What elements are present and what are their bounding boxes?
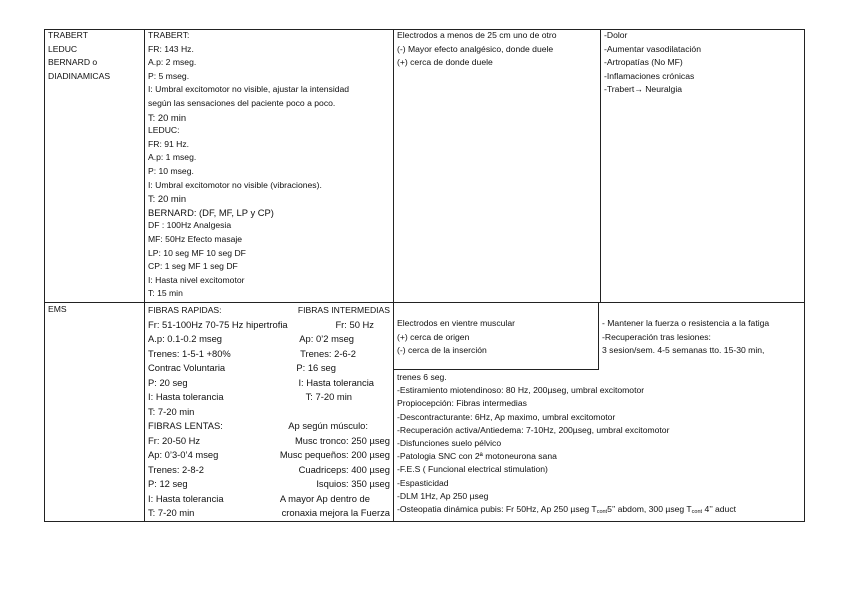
param-line: P: 10 mseg. bbox=[148, 165, 194, 176]
technique-name: EMS bbox=[48, 304, 67, 314]
param-line: T: 7-20 min bbox=[148, 507, 195, 518]
param-line: Ap: 0’3-0’4 mseg bbox=[148, 449, 219, 460]
row1-indications bbox=[604, 29, 701, 97]
param-line: Musc pequeños: 200 µseg bbox=[279, 449, 390, 460]
param-line: T: 7-20 min bbox=[305, 391, 352, 402]
electrode-line: Electrodos en vientre muscular bbox=[397, 318, 515, 328]
param-line: A.p: 0.1-0.2 mseg bbox=[148, 333, 222, 344]
indication-line: 3 sesion/sem. 4-5 semanas tto. 15-30 min, bbox=[602, 345, 765, 356]
param-line: Musc tronco: 250 µseg bbox=[294, 434, 390, 446]
wide-line: trenes 6 seg. bbox=[397, 372, 447, 382]
param-line: DF : 100Hz Analgesia bbox=[148, 220, 232, 231]
wide-line: -Disfunciones suelo pélvico bbox=[397, 438, 502, 449]
param-line: LP: 10 seg MF 10 seg DF bbox=[148, 247, 246, 258]
param-line: FR: 143 Hz. bbox=[148, 43, 194, 54]
col1-divider bbox=[144, 29, 145, 522]
table-left-border bbox=[44, 29, 45, 522]
param-line: Trenes: 1-5-1 +80% bbox=[148, 347, 231, 359]
electrode-line: Electrodos a menos de 25 cm uno de otro bbox=[397, 30, 557, 40]
indication-line: -Artropatías (No MF) bbox=[604, 57, 683, 68]
indication-line: -Inflamaciones crónicas bbox=[604, 70, 695, 81]
param-line: Ap: 0’2 mseg bbox=[299, 333, 354, 344]
indication-line: -Aumentar vasodilatación bbox=[604, 43, 701, 54]
indication-line: -Recuperación tras lesiones: bbox=[602, 331, 711, 342]
param-line: BERNARD: (DF, MF, LP y CP) bbox=[148, 206, 274, 218]
col3-divider-top bbox=[600, 29, 601, 302]
electrode-line: (-) Mayor efecto analgésico, donde duele bbox=[397, 43, 554, 54]
param-line: TRABERT: bbox=[148, 30, 190, 40]
col2-divider bbox=[393, 29, 394, 522]
param-line: I: Umbral excitomotor no visible, ajustar la intensidad bbox=[148, 84, 350, 95]
electrode-line: (-) cerca de la inserción bbox=[397, 345, 487, 356]
param-line: CP: 1 seg MF 1 seg DF bbox=[148, 261, 238, 272]
param-line: I: Hasta nivel excitomotor bbox=[148, 274, 245, 285]
technique-name: TRABERT bbox=[48, 30, 88, 40]
param-line: P: 5 mseg. bbox=[148, 70, 190, 81]
wide-line: Propiocepción: Fibras intermedias bbox=[397, 398, 527, 409]
technique-name: LEDUC bbox=[48, 43, 78, 54]
row2-params-right bbox=[280, 303, 390, 521]
wide-line: -Espasticidad bbox=[397, 477, 449, 488]
row1-technique-names bbox=[48, 29, 110, 83]
param-line: I: Hasta tolerancia bbox=[148, 391, 224, 402]
param-line: Isquios: 350 µseg bbox=[316, 478, 390, 489]
param-line: T: 7-20 min bbox=[148, 405, 195, 417]
param-line: según las sensaciones del paciente poco a poco. bbox=[148, 97, 336, 108]
technique-name: BERNARD o bbox=[48, 57, 98, 68]
indication-line: -Trabert→ Neuralgia bbox=[604, 84, 683, 95]
row2-electrodes bbox=[397, 317, 515, 358]
subscript-cont: cont bbox=[596, 509, 608, 516]
text-part: -Osteopatia dinámica pubis: Fr 50Hz, Ap 250 µseg T bbox=[397, 504, 597, 515]
param-line: Fr: 51-100Hz 70-75 Hz hipertrofia bbox=[148, 318, 288, 330]
param-line: FIBRAS RAPIDAS: bbox=[148, 305, 222, 315]
row1-parameters bbox=[148, 29, 349, 301]
param-line: P: 20 seg bbox=[148, 376, 188, 388]
param-line: I: Hasta tolerancia bbox=[298, 376, 374, 388]
param-line: Trenes: 2-8-2 bbox=[148, 463, 204, 475]
wide-line: -Estiramiento miotendinoso: 80 Hz, 200µseg, umbral excitomotor bbox=[397, 385, 645, 396]
row2-indications bbox=[602, 317, 769, 358]
text-part: 5’’ abdom, 300 µseg T bbox=[607, 504, 692, 515]
param-line: FIBRAS LENTAS: bbox=[148, 420, 223, 431]
param-line: T: 20 min bbox=[148, 111, 187, 123]
param-line: Fr: 20-50 Hz bbox=[148, 434, 201, 446]
param-line: FR: 91 Hz. bbox=[148, 138, 190, 149]
col3-divider-row2 bbox=[598, 302, 599, 370]
param-line: Ap según músculo: bbox=[288, 420, 368, 431]
wide-line: -Descontracturante: 6Hz, Ap maximo, umbral excitomotor bbox=[397, 411, 616, 422]
subscript-cont: cont bbox=[691, 509, 703, 516]
param-line: P: 16 seg bbox=[296, 362, 336, 373]
indication-line: -Dolor bbox=[604, 30, 628, 40]
param-line: A.p: 2 mseg. bbox=[148, 57, 197, 68]
param-line: Trenes: 2-6-2 bbox=[300, 347, 356, 359]
param-line: I: Umbral excitomotor no visible (vibraciones). bbox=[148, 179, 322, 190]
table-right-border bbox=[804, 29, 805, 522]
text-part: 4’’ aduct bbox=[702, 504, 736, 515]
param-line: A mayor Ap dentro de bbox=[279, 492, 370, 504]
param-line: T: 20 min bbox=[148, 193, 187, 205]
indication-line: - Mantener la fuerza o resistencia a la fatiga bbox=[602, 318, 770, 328]
param-line: LEDUC: bbox=[148, 125, 180, 136]
param-line: FIBRAS INTERMEDIAS bbox=[297, 305, 390, 315]
param-line: Cuadriceps: 400 µseg bbox=[298, 463, 390, 475]
param-line: T: 15 min bbox=[148, 288, 183, 299]
wide-line: -Recuperación activa/Antiedema: 7-10Hz, 200µseg, umbral excitomotor bbox=[397, 424, 670, 435]
param-line: A.p: 1 mseg. bbox=[148, 152, 197, 163]
row2-params-left bbox=[148, 303, 288, 521]
param-line: cronaxia mejora la Fuerza bbox=[281, 507, 390, 518]
param-line: Fr: 50 Hz bbox=[335, 318, 374, 330]
wide-line-osteopatia bbox=[397, 503, 736, 519]
wide-line: -Patologia SNC con 2ª motoneurona sana bbox=[397, 451, 557, 462]
param-line: P: 12 seg bbox=[148, 478, 188, 489]
table-bottom-border bbox=[44, 521, 805, 522]
wide-line: -DLM 1Hz, Ap 250 µseg bbox=[397, 490, 489, 501]
param-line: MF: 50Hz Efecto masaje bbox=[148, 233, 243, 244]
col3-inner-divider bbox=[393, 369, 599, 370]
row2-wide-indications bbox=[397, 371, 736, 519]
wide-line: -F.E.S ( Funcional electrical stimulation) bbox=[397, 464, 548, 475]
electrode-line: (+) cerca de origen bbox=[397, 331, 470, 342]
param-line: Contrac Voluntaria bbox=[148, 362, 226, 373]
electrode-line: (+) cerca de donde duele bbox=[397, 57, 493, 68]
technique-name: DIADINAMICAS bbox=[48, 70, 111, 81]
row1-electrodes bbox=[397, 29, 557, 70]
param-line: I: Hasta tolerancia bbox=[148, 492, 224, 504]
row2-technique-name bbox=[48, 303, 67, 317]
param-line bbox=[280, 405, 390, 420]
